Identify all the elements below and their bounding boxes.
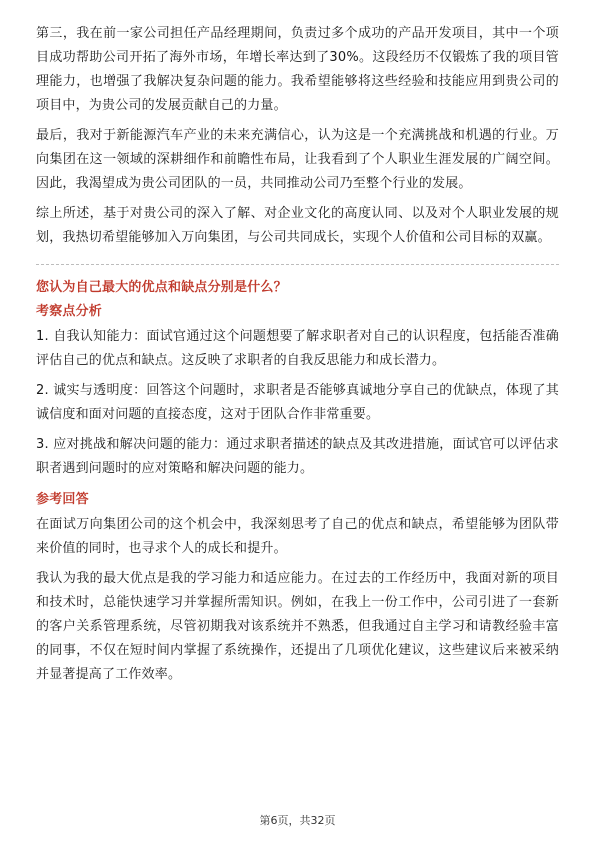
analysis-point-3: 3. 应对挑战和解决问题的能力：通过求职者描述的缺点及其改进措施，面试官可以评估求职者遇到问题时的应对策略和解决问题的能力。 <box>36 437 559 476</box>
intro-paragraph-2: 最后，我对于新能源汽车产业的未来充满信心，认为这是一个充满挑战和机遇的行业。万向集团在这一领域的深耕细作和前瞻性布局，让我看到了个人职业生涯发展的广阔空间。因此，我渴望成为贵公司团队的一员，共同推动公司乃至整个行业的发展。 <box>36 128 559 191</box>
answer-paragraph-1: 在面试万向集团公司的这个机会中，我深刻思考了自己的优点和缺点，希望能够为团队带来价值的同时，也寻求个人的成长和提升。 <box>36 517 559 556</box>
intro-paragraph-3: 综上所述，基于对贵公司的深入了解、对企业文化的高度认同、以及对个人职业发展的规划，我热切希望能够加入万向集团，与公司共同成长，实现个人价值和公司目标的双赢。 <box>36 206 559 245</box>
answer-heading: 参考回答 <box>36 492 89 507</box>
question-heading: 您认为自己最大的优点和缺点分别是什么？ <box>36 280 287 295</box>
answer-paragraph-2: 我认为我的最大优点是我的学习能力和适应能力。在过去的工作经历中，我面对新的项目和技术时，总能快速学习并掌握所需知识。例如，在我上一份工作中，公司引进了一套新的客户关系管理系统，尽管初期我对该系统并不熟悉，但我通过自主学习和请教经验丰富的同事，不仅在短时间内掌握了系统操作，还提出了几项优化建议，这些建议后来被采纳并显著提高了工作效率。 <box>36 571 559 682</box>
intro-paragraph-1: 第三，我在前一家公司担任产品经理期间，负责过多个成功的产品开发项目，其中一个项目成功帮助公司开拓了海外市场，年增长率达到了30%。这段经历不仅锻炼了我的项目管理能力，也增强了我解决复杂问题的能力。我希望能够将这些经验和技能应用到贵公司的项目中，为贵公司的发展贡献自己的力量。 <box>36 26 559 113</box>
section-divider <box>36 264 559 265</box>
analysis-point-2: 2. 诚实与透明度：回答这个问题时，求职者是否能够真诚地分享自己的优缺点，体现了其诚信度和面对问题的直接态度，这对于团队合作非常重要。 <box>36 383 559 422</box>
page-number-footer: 第6页，共32页 <box>259 814 336 827</box>
analysis-heading: 考察点分析 <box>36 304 103 319</box>
analysis-point-1: 1. 自我认知能力：面试官通过这个问题想要了解求职者对自己的认识程度，包括能否准确评估自己的优点和缺点。这反映了求职者的自我反思能力和成长潜力。 <box>36 329 559 368</box>
